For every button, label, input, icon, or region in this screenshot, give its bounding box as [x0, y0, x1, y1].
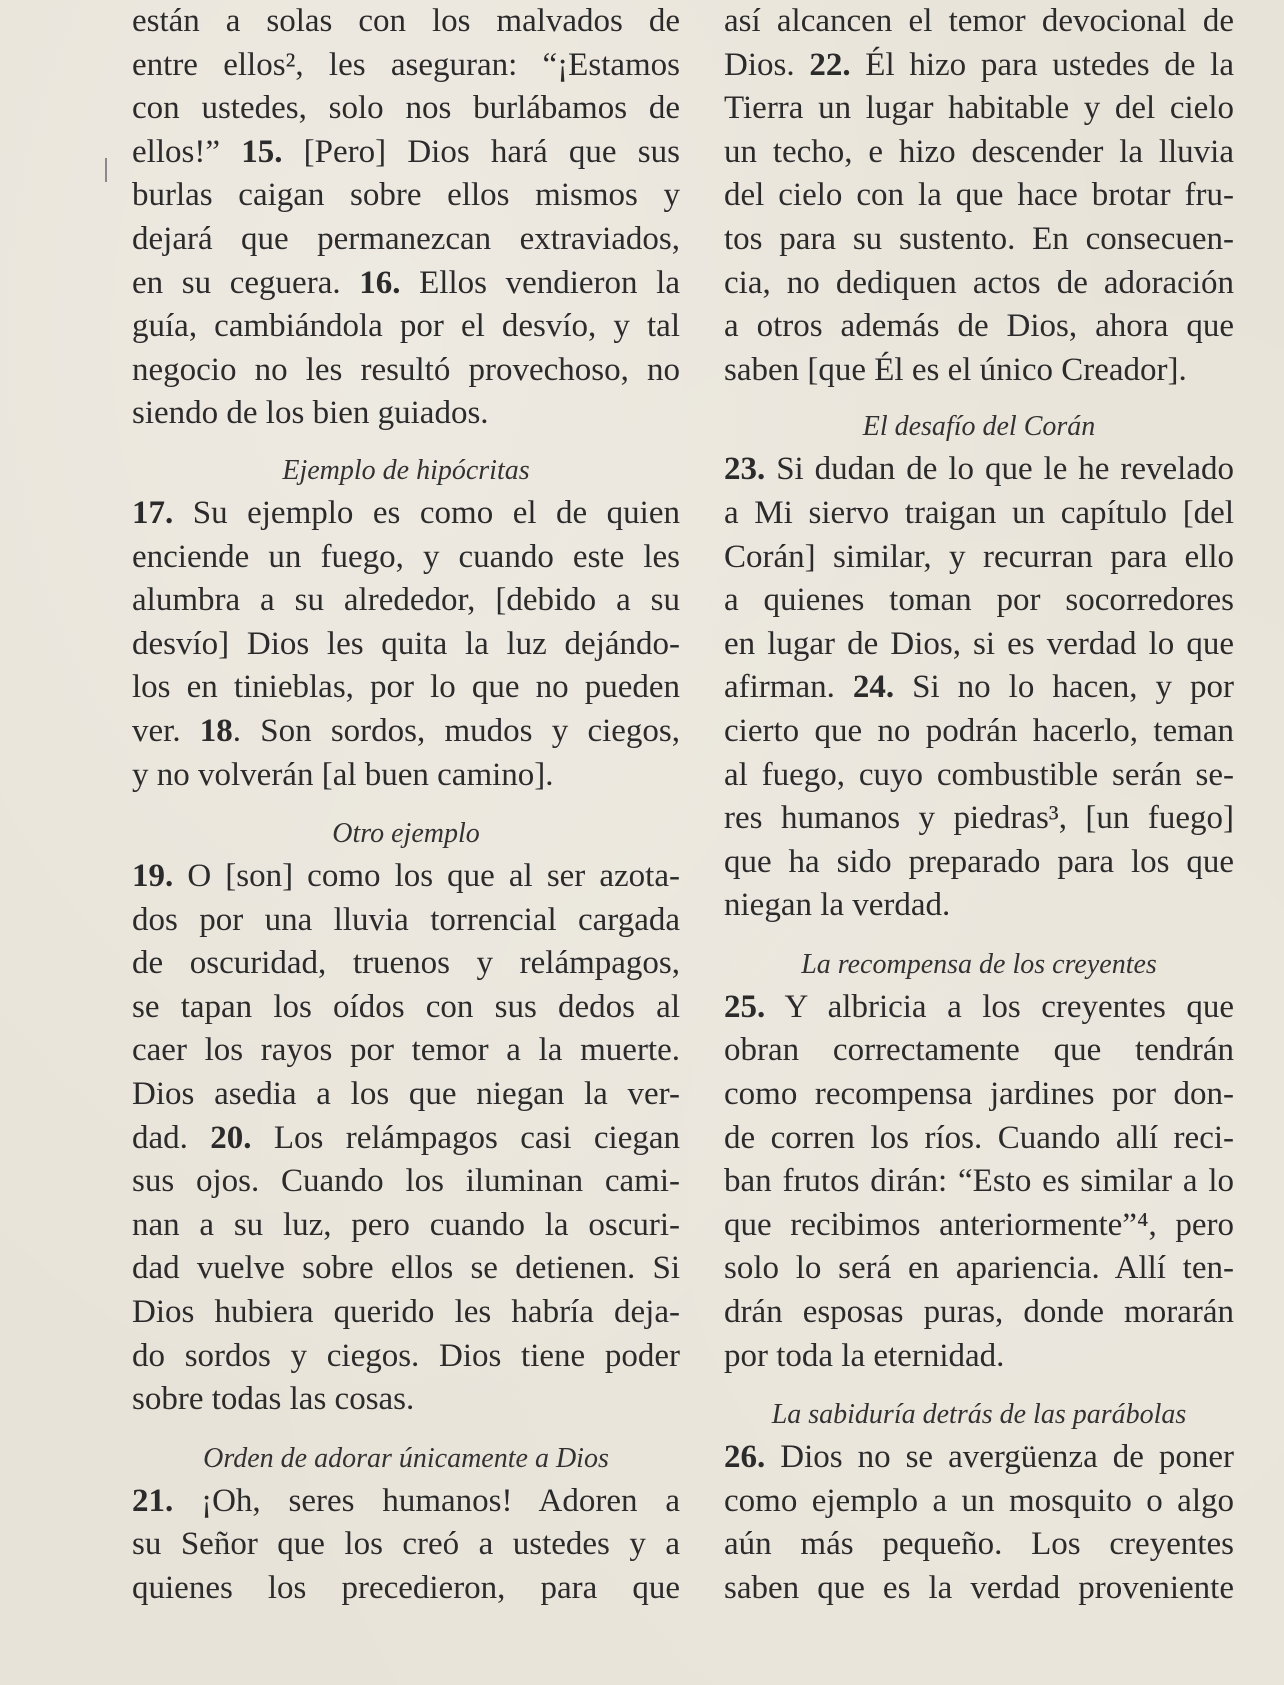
text-line: a otros además de Dios, ahora que	[724, 308, 1234, 345]
text-line: por toda la eternidad.	[724, 1337, 1005, 1374]
text-line: alumbra a su alrededor, [debido a su	[132, 582, 680, 619]
verse-number: 18	[199, 712, 233, 749]
text-line: saben que es la verdad proveniente	[724, 1570, 1234, 1606]
text-line: entre ellos², les aseguran: “¡Estamos	[132, 46, 680, 83]
text-line: de corren los ríos. Cuando allí reci-	[724, 1119, 1234, 1156]
paragraph-verses-19-20	[132, 855, 680, 1422]
text-line: que ha sido preparado para los que	[724, 843, 1234, 880]
text-line: cia, no dediquen actos de adoración	[724, 264, 1234, 301]
verse-number: 23.	[724, 451, 766, 488]
text-line: y no volverán [al buen camino].	[132, 756, 554, 793]
text-line: solo lo será en apariencia. Allí ten-	[724, 1250, 1234, 1287]
text-line: ban frutos dirán: “Esto es similar a lo	[724, 1163, 1234, 1200]
text-line: desvío] Dios les quita la luz dejándo-	[132, 625, 680, 662]
text-line: que recibimos anteriormente”⁴, pero	[724, 1206, 1234, 1243]
text-line: Corán] similar, y recurran para ello	[724, 538, 1234, 575]
text-line: de oscuridad, truenos y relámpagos,	[132, 945, 680, 982]
text-line: dad. 20. Los relámpagos casi ciegan	[132, 1119, 680, 1156]
section-heading: Orden de adorar únicamente a Dios	[203, 1442, 609, 1474]
text-line: enciende un fuego, y cuando este les	[132, 538, 680, 575]
text-line: 23. Si dudan de lo que le he revelado	[724, 451, 1234, 488]
text-line: ver. 18. Son sordos, mudos y ciegos,	[132, 712, 680, 749]
text-line: se tapan los oídos con sus dedos al	[132, 988, 680, 1025]
verse-number: 20.	[210, 1119, 252, 1156]
verse-number: 25.	[724, 988, 766, 1025]
text-line: aún más pequeño. Los creyentes	[724, 1526, 1234, 1563]
section-heading: El desafío del Corán	[862, 411, 1096, 443]
text-line: dos por una lluvia torrencial cargada	[132, 901, 680, 938]
text-line: saben [que Él es el único Creador].	[724, 351, 1187, 388]
text-line: 25. Y albricia a los creyentes que	[724, 988, 1234, 1025]
text-line: negocio no les resultó provechoso, no	[132, 351, 680, 388]
paragraph-verses-17-18	[132, 492, 680, 797]
text-line: en su ceguera. 16. Ellos vendieron la	[132, 264, 680, 301]
paragraph-verses-14-16	[132, 0, 680, 436]
text-line: drán esposas puras, donde morarán	[724, 1294, 1234, 1331]
text-line: guía, cambiándola por el desvío, y tal	[132, 308, 680, 345]
text-line: burlas caigan sobre ellos mismos y	[132, 177, 680, 214]
text-line: do sordos y ciegos. Dios tiene poder	[132, 1337, 680, 1374]
text-line: Dios hubiera querido les habría deja-	[132, 1294, 680, 1331]
text-line: a Mi siervo traigan un capítulo [del	[724, 494, 1234, 531]
text-line: Dios asedia a los que niegan la ver-	[132, 1076, 680, 1113]
text-line: nan a su luz, pero cuando la oscuri-	[132, 1206, 680, 1243]
section-heading: La recompensa de los creyentes	[801, 948, 1157, 980]
left-column	[132, 0, 680, 1611]
text-line: siendo de los bien guiados.	[132, 395, 489, 432]
text-line: quienes los precedieron, para que	[132, 1570, 680, 1606]
text-line: ellos!” 15. [Pero] Dios hará que sus	[132, 133, 680, 170]
verse-number: 16.	[359, 264, 401, 301]
text-line: los en tinieblas, por lo que no pueden	[132, 669, 680, 706]
text-line: como ejemplo a un mosquito o algo	[724, 1482, 1234, 1519]
section-heading: La sabiduría detrás de las parábolas	[771, 1399, 1187, 1431]
text-line: 19. O [son] como los que al ser azota-	[132, 858, 680, 895]
section-heading: Ejemplo de hipócritas	[282, 454, 530, 486]
text-line: caer los rayos por temor a la muerte.	[132, 1032, 680, 1069]
verse-number: 26.	[724, 1439, 766, 1476]
verse-number: 15.	[241, 133, 283, 170]
paragraph-verses-21-22	[724, 0, 1234, 392]
text-line: tos para su sustento. En consecuen-	[724, 220, 1234, 257]
text-line: sus ojos. Cuando los iluminan cami-	[132, 1163, 680, 1200]
section-heading: Otro ejemplo	[332, 818, 480, 850]
text-line: niegan la verdad.	[724, 887, 951, 924]
text-line: así alcancen el temor devocional de	[724, 3, 1234, 39]
paragraph-verses-23-24	[724, 448, 1234, 928]
text-line: un techo, e hizo descender la lluvia	[724, 133, 1234, 170]
paragraph-verse-21	[132, 1480, 680, 1611]
text-line: con ustedes, solo nos burlábamos de	[132, 90, 680, 127]
text-line: cierto que no podrán hacerlo, teman	[724, 712, 1234, 749]
verse-number: 22.	[809, 46, 851, 83]
text-line: 21. ¡Oh, seres humanos! Adoren a	[132, 1482, 680, 1519]
text-line: su Señor que los creó a ustedes y a	[132, 1526, 680, 1563]
page-scan-mark	[105, 158, 107, 182]
text-line: como recompensa jardines por don-	[724, 1076, 1234, 1113]
text-line: 26. Dios no se avergüenza de poner	[724, 1439, 1234, 1476]
text-line: afirman. 24. Si no lo hacen, y por	[724, 669, 1235, 706]
text-line: Dios. 22. Él hizo para ustedes de la	[724, 46, 1234, 83]
text-line: están a solas con los malvados de	[132, 3, 680, 39]
text-line: dad vuelve sobre ellos se detienen. Si	[132, 1250, 680, 1287]
verse-number: 24.	[852, 669, 895, 706]
paragraph-verse-26	[724, 1436, 1234, 1610]
text-line: en lugar de Dios, si es verdad lo que	[724, 625, 1234, 662]
verse-number: 17.	[132, 494, 174, 531]
text-line: dejará que permanezcan extraviados,	[132, 220, 680, 257]
text-line: al fuego, cuyo combustible serán se-	[724, 756, 1234, 793]
paragraph-verse-25	[724, 986, 1234, 1378]
verse-number: 21.	[132, 1482, 174, 1519]
text-line: Tierra un lugar habitable y del cielo	[724, 90, 1234, 127]
text-line: sobre todas las cosas.	[132, 1381, 415, 1418]
text-line: del cielo con la que hace brotar fru-	[724, 177, 1234, 214]
verse-number: 19.	[132, 858, 174, 895]
text-line: res humanos y piedras³, [un fuego]	[724, 800, 1234, 837]
text-line: 17. Su ejemplo es como el de quien	[132, 494, 680, 531]
text-line: obran correctamente que tendrán	[724, 1032, 1234, 1069]
text-line: a quienes toman por socorredores	[724, 582, 1234, 619]
right-column	[724, 0, 1234, 1611]
